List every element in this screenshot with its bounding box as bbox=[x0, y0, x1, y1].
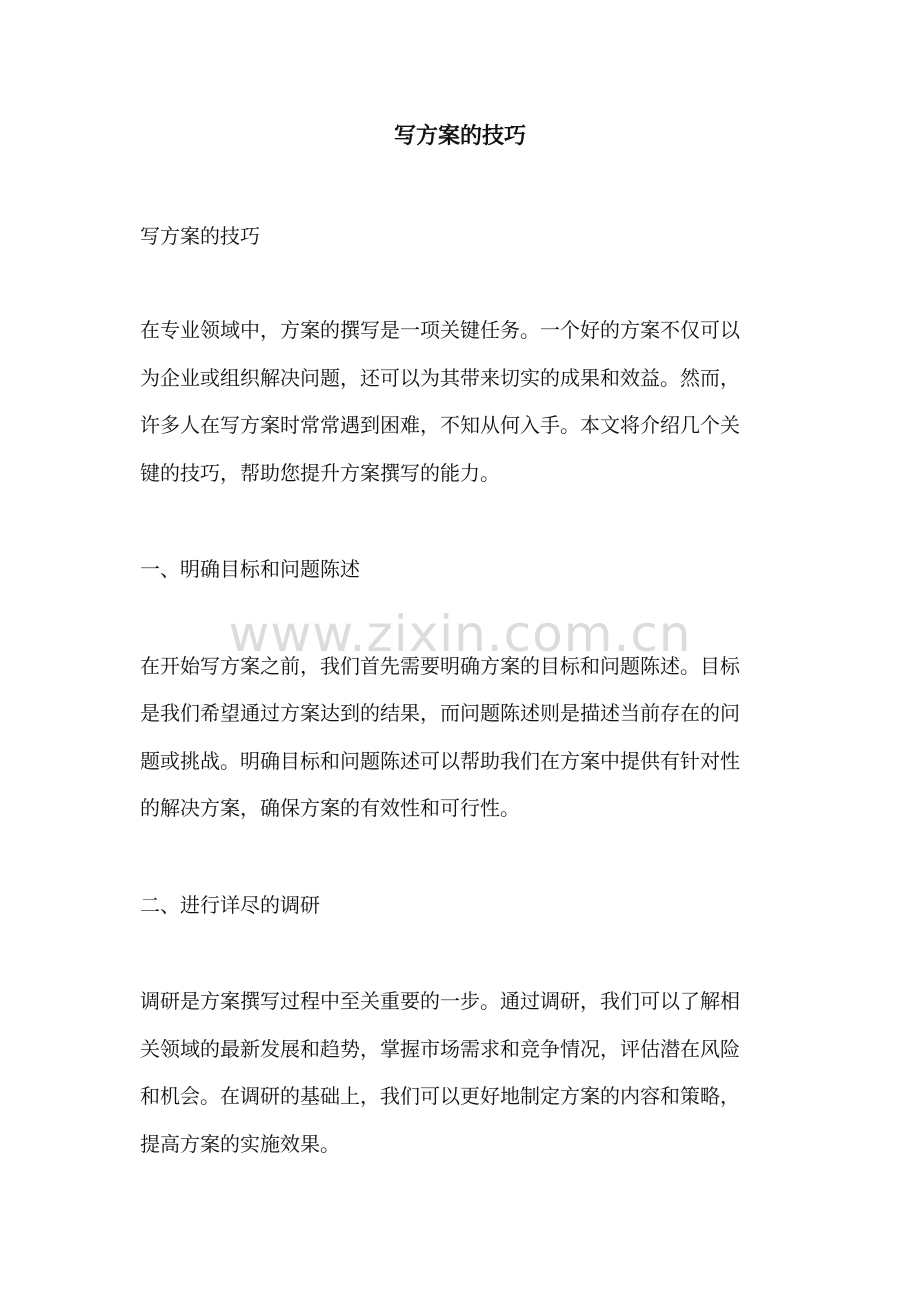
watermark: www.zixin.com.cn bbox=[228, 605, 692, 663]
section-heading-goals: 一、明确目标和问题陈述 bbox=[140, 557, 360, 581]
paragraph-line: 许多人在写方案时常常遇到困难，不知从何入手。本文将介绍几个关 bbox=[140, 413, 740, 437]
paragraph-line: 是我们希望通过方案达到的结果，而问题陈述则是描述当前存在的问 bbox=[140, 701, 740, 725]
section-heading-research: 二、进行详尽的调研 bbox=[140, 893, 320, 917]
paragraph-line: 为企业或组织解决问题，还可以为其带来切实的成果和效益。然而， bbox=[140, 366, 740, 390]
paragraph-line: 关领域的最新发展和趋势，掌握市场需求和竞争情况，评估潜在风险 bbox=[140, 1037, 740, 1061]
paragraph-line: 和机会。在调研的基础上，我们可以更好地制定方案的内容和策略， bbox=[140, 1084, 740, 1108]
document-subtitle: 写方案的技巧 bbox=[140, 224, 260, 248]
paragraph-line: 题或挑战。明确目标和问题陈述可以帮助我们在方案中提供有针对性 bbox=[140, 749, 740, 773]
paragraph-line: 在专业领域中，方案的撰写是一项关键任务。一个好的方案不仅可以 bbox=[140, 318, 740, 342]
paragraph-line: 调研是方案撰写过程中至关重要的一步。通过调研，我们可以了解相 bbox=[140, 989, 740, 1013]
paragraph-line: 键的技巧，帮助您提升方案撰写的能力。 bbox=[140, 461, 500, 485]
paragraph-line: 的解决方案，确保方案的有效性和可行性。 bbox=[140, 796, 520, 820]
paragraph-line: 提高方案的实施效果。 bbox=[140, 1132, 340, 1156]
paragraph-line: 在开始写方案之前，我们首先需要明确方案的目标和问题陈述。目标 bbox=[140, 654, 740, 678]
document-title: 写方案的技巧 bbox=[393, 123, 526, 149]
